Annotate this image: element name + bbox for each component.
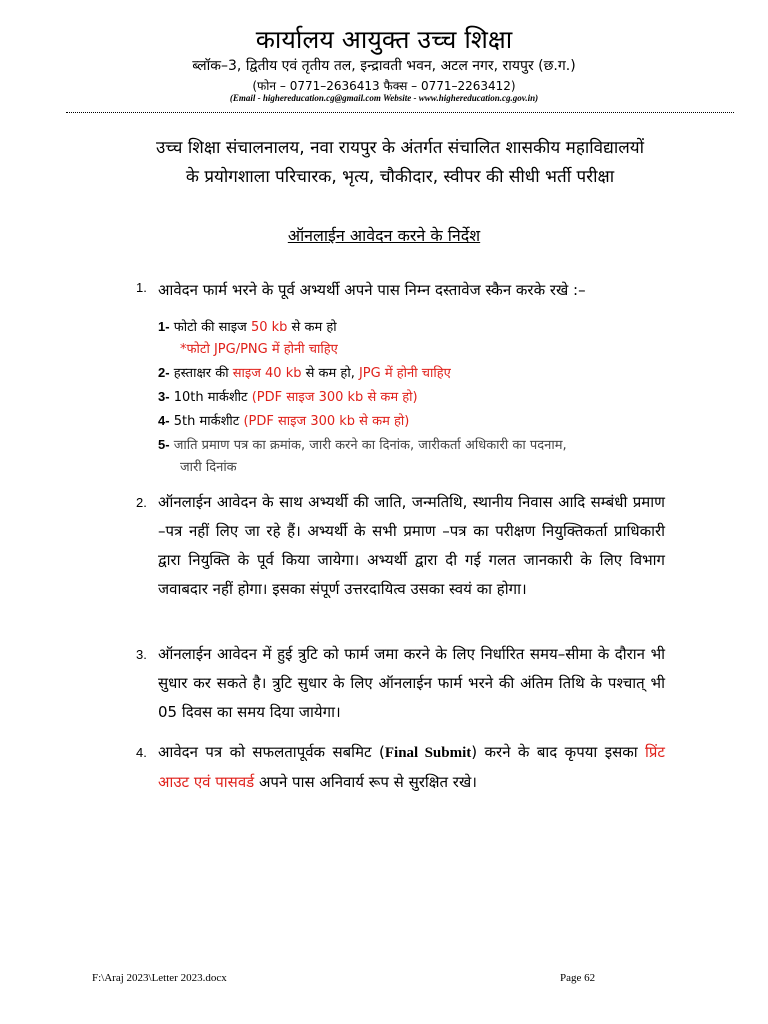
instructions-heading-text: ऑनलाईन आवेदन करने के निर्देश <box>287 226 481 245</box>
header-divider <box>66 112 734 113</box>
exam-title-line1: उच्च शिक्षा संचालनालय, नवा रायपुर के अंतर्गत संचालित शासकीय महाविद्यालयों <box>155 138 645 158</box>
point-text-e: अपने पास अनिवार्य रूप से सुरक्षित रखे। <box>254 773 477 791</box>
office-phone: (फोन – 0771–2636413 फैक्स – 0771–2263412) <box>252 79 516 93</box>
subitem-number: 5- <box>158 437 170 452</box>
point-1 <box>136 280 665 300</box>
subitem-text-line2: जारी दिनांक <box>180 460 237 475</box>
footer-file-path: F:\Araj 2023\Letter 2023.docx <box>92 972 227 984</box>
subitem-5 <box>158 434 678 479</box>
instructions-heading <box>0 224 768 246</box>
point-text: आवेदन फार्म भरने के पूर्व अभ्यर्थी अपने पास निम्न दस्तावेज स्कैन करके रखे :– <box>158 281 586 299</box>
final-submit-label: Final Submit <box>384 745 472 761</box>
subitem-highlight: (PDF साइज 300 kb से कम हो) <box>243 414 410 429</box>
subitem-text: हस्ताक्षर की <box>173 366 233 381</box>
subitem-text: 5th मार्कशीट <box>173 414 244 429</box>
point-number: 2. <box>136 495 147 510</box>
point-text <box>158 738 665 797</box>
subitem-highlight: साइज 40 kb <box>232 366 302 381</box>
subitem-1 <box>158 316 338 361</box>
subitem-2 <box>158 362 451 385</box>
subitem-3 <box>158 386 418 409</box>
subitem-4 <box>158 410 409 433</box>
subitem-highlight: 50 kb <box>250 320 288 335</box>
office-address: ब्लॉक–3, द्वितीय एवं तृतीय तल, इन्द्रावती भवन, अटल नगर, रायपुर (छ.ग.) <box>192 58 576 74</box>
point-number: 3. <box>136 647 147 662</box>
subitem-number: 3- <box>158 389 170 404</box>
subitem-text: फोटो की साइज <box>173 320 251 335</box>
office-email: (Email - highereducation.cg@gmail.com Website - www.highereducation.cg.gov.in) <box>229 93 539 103</box>
point-number: 4. <box>136 745 147 760</box>
point-number: 1. <box>136 280 147 295</box>
subitem-note: JPG में होनी चाहिए <box>358 366 451 381</box>
point-text: ऑनलाईन आवेदन के साथ अभ्यर्थी की जाति, जन्मतिथि, स्थानीय निवास आदि सम्बंधी प्रमाण –पत्र नहीं लिए जा रहे हैं। अभ्यर्थी के सभी प्रमाण –पत्र का परीक्षण नियुक्तिकर्ता प्राधिकारी द्वारा नियुक्ति के पूर्व किया जायेगा। अभ्यर्थी द्वारा दी गई गलत जानकारी के लिए विभाग जवाबदार नहीं होगा। इसका संपूर्ण उत्तरदायित्व उसका स्वयं का होगा। <box>158 493 665 598</box>
subitem-number: 4- <box>158 413 170 428</box>
subitem-number: 2- <box>158 365 170 380</box>
point-text: ऑनलाईन आवेदन में हुई त्रुटि को फार्म जमा करने के लिए निर्धारित समय–सीमा के दौरान भी सुधार कर सकते है। त्रुटि सुधार के लिए ऑनलाईन फार्म भरने की अंतिम तिथि के पश्चात् भी 05 दिवस का समय दिया जायेगा। <box>158 645 665 721</box>
point-text-c: ) करने के बाद कृपया इसका <box>471 743 646 761</box>
print-password-highlight: प्रिंट आउट एवं पासवर्ड <box>158 743 665 791</box>
point-2 <box>136 488 665 604</box>
exam-title <box>60 134 740 192</box>
subitem-highlight: (PDF साइज 300 kb से कम हो) <box>251 390 418 405</box>
footer-page-number: Page 62 <box>560 972 596 984</box>
subitem-text-end: से कम हो <box>287 320 337 335</box>
subitem-note: *फोटो JPG/PNG में होनी चाहिए <box>180 342 338 357</box>
point-4 <box>136 738 665 797</box>
subitem-text: 10th मार्कशीट <box>173 390 252 405</box>
subitem-text-mid: से कम हो, <box>301 366 359 381</box>
subitem-text: जाति प्रमाण पत्र का क्रमांक, जारी करने का दिनांक, जारीकर्ता अधिकारी का पदनाम, <box>173 438 567 453</box>
exam-title-line2: के प्रयोगशाला परिचारक, भृत्य, चौकीदार, स्वीपर की सीधी भर्ती परीक्षा <box>185 167 615 187</box>
subitem-number: 1- <box>158 319 170 334</box>
point-3 <box>136 640 665 727</box>
point-text-a: आवेदन पत्र को सफलतापूर्वक सबमिट ( <box>158 743 385 761</box>
office-title: कार्यालय आयुक्त उच्च शिक्षा <box>255 25 513 54</box>
